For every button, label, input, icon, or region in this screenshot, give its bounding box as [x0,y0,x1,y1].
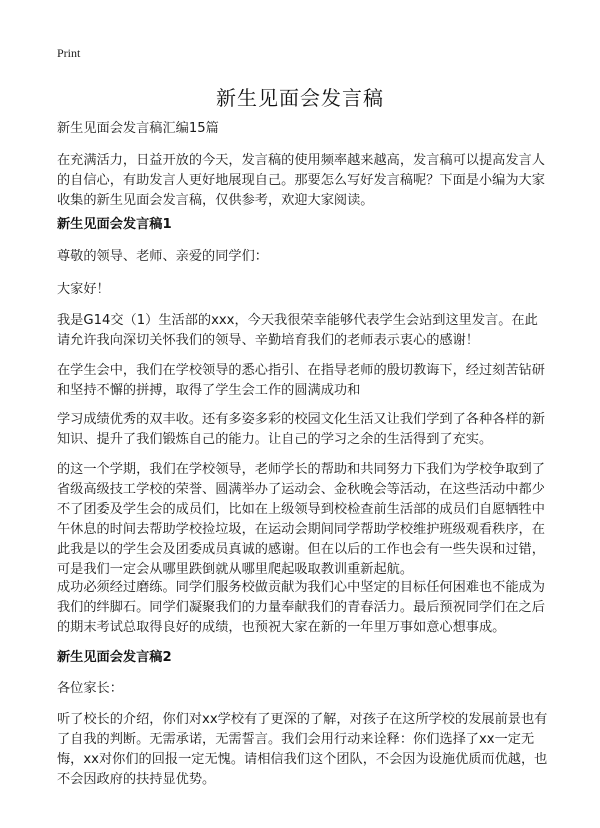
intro-paragraph: 在充满活力，日益开放的今天，发言稿的使用频率越来越高，发言稿可以提高发言人的自信心，有助发言人更好地展现自己。那要怎么写好发言稿呢？下面是小编为大家收集的新生见面会发言稿，仅供参考，欢迎大家阅读。 [57,153,545,208]
paragraph-parents-body: 听了校长的介绍，你们对xx学校有了更深的了解，对孩子在这所学校的发展前景也有了自我的判断。无需承诺，无需誓言。我们会用行动来诠释：你们选择了xx一定无悔，xx对你们的回报一定无愧。请相信我们这个团队，不会因为设施优质而优越，也不会因政府的扶持显优势。 [57,712,548,787]
paragraph-greeting: 尊敬的领导、老师、亲爱的同学们： [57,249,268,264]
section-heading-1: 新生见面会发言稿1 [57,217,172,232]
paragraph-achievements: 学习成绩优秀的双丰收。还有多姿多彩的校园文化生活又让我们学到了各种各样的新知识、提升了我们锻炼自己的能力。让自己的学习之余的生活得到了充实。 [57,412,545,447]
page-title: 新生见面会发言稿 [216,86,384,110]
paragraph-semester: 的这一个学期，我们在学校领导，老师学长的帮助和共同努力下我们为学校争取到了省级高级技工学校的荣誉、圆满举办了运动会、金秋晚会等活动，在这些活动中都少不了团委及学生会的成员们，比如在上级领导到校检查前生活部的成员们自愿牺牲中午休息的时间去帮助学校捡垃圾，在运动会期间同学帮助学校维护班级观看秩序，在此我是以的学生会及团委成员真诚的感谢。但在以后的工作也会有一些失误和过错，可是我们一定会从哪里跌倒就从哪里爬起吸取教训重新起航。 [57,462,545,577]
paragraph-self-intro: 我是G14交（1）生活部的xxx，今天我很荣幸能够代表学生会站到这里发言。在此请允许我向深切关怀我们的领导、辛勤培育我们的老师表示衷心的感谢！ [57,313,538,348]
section-heading-2: 新生见面会发言稿2 [57,650,172,665]
paragraph-parents-greeting: 各位家长： [57,681,123,696]
document-subtitle: 新生见面会发言稿汇编15篇 [57,121,219,136]
paragraph-student-union: 在学生会中，我们在学校领导的悉心指引、在指导老师的殷切教诲下，经过刻苦钻研和坚持不懈的拼搏，取得了学生会工作的圆满成功和 [57,363,545,398]
print-link[interactable]: Print [57,46,81,60]
paragraph-hello: 大家好！ [57,282,110,297]
paragraph-conclusion: 成功必须经过磨练。同学们服务校做贡献为我们心中坚定的目标任何困难也不能成为我们的绊脚石。同学们凝聚我们的力量奉献我们的青春活力。最后预祝同学们在之后的期末考试总取得良好的成绩，也预祝大家在新的一年里万事如意心想事成。 [57,580,545,635]
